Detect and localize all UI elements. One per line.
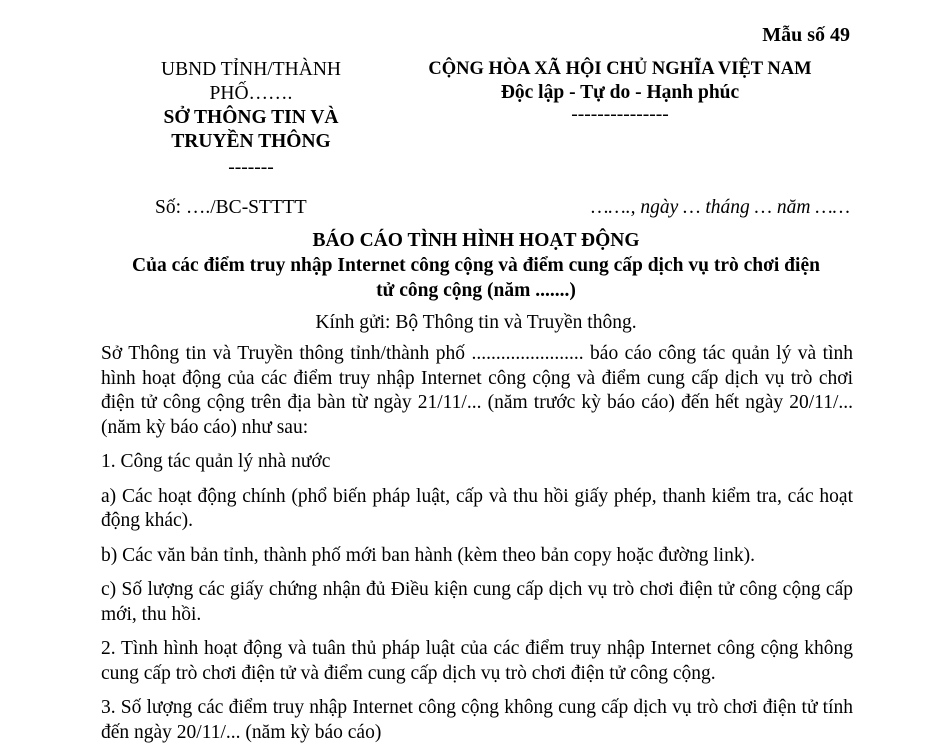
agency-line-2: PHỐ……. bbox=[209, 83, 293, 104]
section-3: 3. Số lượng các điểm truy nhập Internet công cộng không cung cấp dịch vụ trò chơi điện tử tính đến ngày 20/11/... (năm kỳ báo cáo) bbox=[101, 697, 853, 743]
nation-separator: --------------- bbox=[571, 104, 669, 125]
recipient: Kính gửi: Bộ Thông tin và Truyền thông. bbox=[315, 312, 637, 333]
report-title-line-3: tử công cộng (năm .......) bbox=[376, 280, 576, 301]
section-1a: a) Các hoạt động chính (phổ biến pháp luật, cấp và thu hồi giấy phép, thanh kiểm tra, các hoạt động khác). bbox=[101, 485, 853, 531]
agency-line-3: SỞ THÔNG TIN VÀ bbox=[163, 107, 339, 128]
document-number: Số: …./BC-STTTT bbox=[155, 197, 307, 218]
place-date: ……., ngày … tháng … năm …… bbox=[591, 197, 850, 218]
national-header bbox=[390, 57, 850, 125]
section-1c: c) Số lượng các giấy chứng nhận đủ Điều kiện cung cấp dịch vụ trò chơi điện tử công cộng cấp mới, thu hồi. bbox=[101, 579, 853, 625]
section-2: 2. Tình hình hoạt động và tuân thủ pháp luật của các điểm truy nhập Internet công cộng không cung cấp trò chơi điện tử và điểm cung cấp dịch vụ trò chơi điện tử công cộng. bbox=[101, 638, 853, 684]
report-title-line-2: Của các điểm truy nhập Internet công cộng và điểm cung cấp dịch vụ trò chơi điện bbox=[132, 255, 820, 276]
section-1b: b) Các văn bản tỉnh, thành phố mới ban hành (kèm theo bản copy hoặc đường link). bbox=[101, 544, 755, 566]
nation-title: CỘNG HÒA XÃ HỘI CHỦ NGHĨA VIỆT NAM bbox=[428, 59, 812, 79]
report-body bbox=[101, 342, 853, 755]
agency-line-4: TRUYỀN THÔNG bbox=[171, 131, 331, 152]
report-title bbox=[96, 228, 856, 303]
report-title-line-1: BÁO CÁO TÌNH HÌNH HOẠT ĐỘNG bbox=[312, 230, 640, 251]
form-number: Mẫu số 49 bbox=[762, 24, 850, 46]
nation-motto: Độc lập - Tự do - Hạnh phúc bbox=[500, 82, 740, 103]
issuing-agency bbox=[128, 58, 374, 180]
section-1-heading: 1. Công tác quản lý nhà nước bbox=[101, 451, 331, 472]
agency-separator: ------- bbox=[228, 157, 274, 178]
intro-paragraph: Sở Thông tin và Truyền thông tỉnh/thành phố ....................... báo cáo công tác quản lý và tình hình hoạt động của các điểm truy nhập Internet công cộng và điểm cung cấp dịch vụ trò chơi điện tử công cộng trên địa bàn từ ngày 21/11/... (năm trước kỳ báo cáo) đến hết ngày 20/11/... (năm kỳ báo cáo) như sau: bbox=[101, 343, 853, 438]
agency-line-1: UBND TỈNH/THÀNH bbox=[160, 59, 341, 80]
